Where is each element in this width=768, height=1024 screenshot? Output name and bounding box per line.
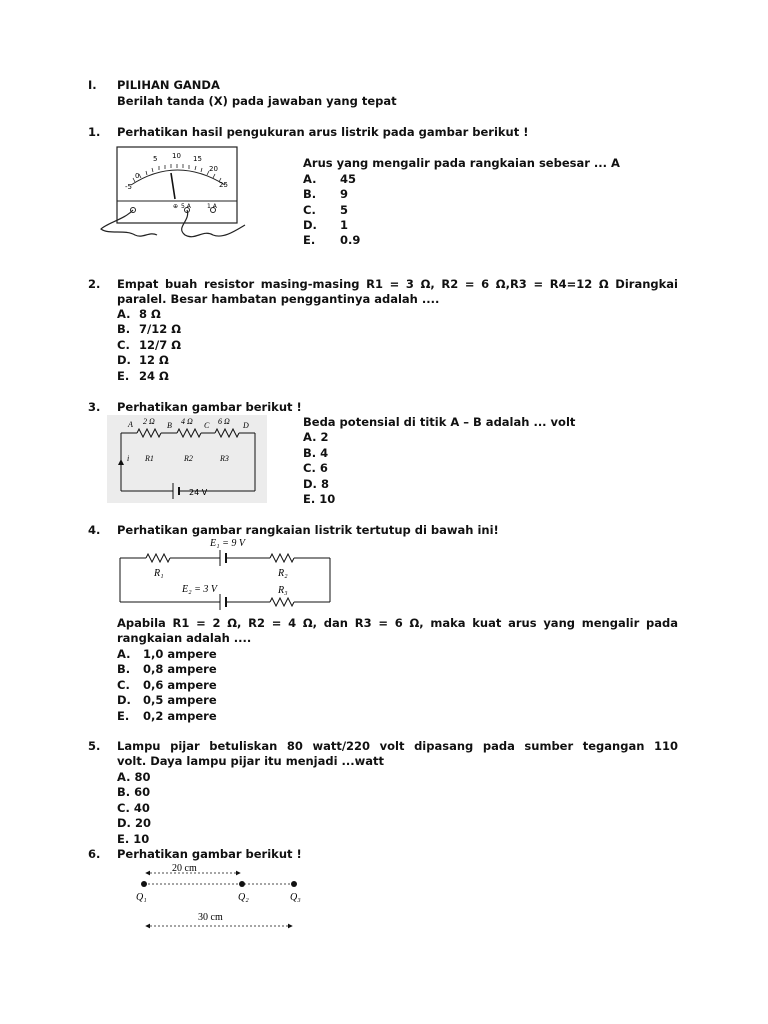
q4-line2: rangkaian adalah .... [117,631,252,645]
meter-scale-5: 5 [153,155,158,163]
q4-option-b: B. 0,8 ampere [117,662,217,676]
q3-option-a: A. 2 [303,430,329,444]
point-d-label: D [243,421,249,430]
q4-stem: Perhatikan gambar rangkaian listrik tertutup di bawah ini! [117,523,499,537]
q5-option-c: C. 40 [117,801,150,815]
distance-30cm: 30 cm [198,912,223,923]
q5-option-a: A. 80 [117,770,151,784]
terminal-common: ⊕ [173,203,179,210]
q3-question: Beda potensial di titik A – B adalah ... volt [303,415,576,429]
q1-option-e: E. 0.9 [303,233,361,247]
ammeter-figure [95,143,255,243]
q4-option-e: E. 0,2 ampere [117,709,217,723]
q2-line2: paralel. Besar hambatan penggantinya adalah .... [117,292,440,306]
r-6-ohm-label: 6 Ω [218,417,230,426]
q1-option-c: C. 5 [303,203,349,217]
q3-option-b: B. 4 [303,446,329,460]
meter-scale-15: 15 [193,155,202,163]
q1-charge-label: Q₁ [136,892,147,903]
meter-scale-10: 10 [172,152,181,160]
q4-line1: Apabila R1 = 2 Ω, R2 = 4 Ω, dan R3 = 6 Ω, maka kuat arus yang mengalir pada [117,616,678,630]
q4-option-d: D. 0,5 ampere [117,693,217,707]
q4-option-c: C. 0,6 ampere [117,678,217,692]
q5-option-d: D. 20 [117,816,151,830]
q3-charge-label: Q₃ [290,892,301,903]
q1-number: 1. [88,125,101,139]
q4-number: 4. [88,523,101,537]
r1-label: R1 [145,454,154,463]
charges-figure [130,860,310,934]
q3-option-d: D. 8 [303,477,329,491]
q2-option-e: E. 24 Ω [117,369,169,383]
q2-option-d: D. 12 Ω [117,353,169,367]
section-number: I. [88,78,97,92]
r-4-ohm-label: 4 Ω [181,417,193,426]
meter-scale-0: 0 [135,172,140,180]
q5-line2: volt. Daya lampu pijar itu menjadi ...watt [117,754,385,768]
q1-stem: Perhatikan hasil pengukuran arus listrik pada gambar berikut ! [117,125,529,139]
q2-option-a: A. 8 Ω [117,307,161,321]
battery-label: 24 V [189,488,208,497]
r2-label: R₂ [278,568,288,579]
series-circuit-figure [107,415,267,503]
r1-label: R₁ [154,568,164,579]
q1-option-a: A. 45 [303,172,357,186]
current-label: i [127,454,130,463]
q3-option-c: C. 6 [303,461,328,475]
q1-question: Arus yang mengalir pada rangkaian sebesar ... A [303,156,620,170]
q5-option-e: E. 10 [117,832,150,846]
r3-label: R3 [220,454,229,463]
q5-number: 5. [88,739,101,753]
r3-label: R₃ [278,585,288,596]
q5-line1: Lampu pijar betuliskan 80 watt/220 volt dipasang pada sumber tegangan 110 [117,739,678,753]
q2-line1: Empat buah resistor masing-masing R1 = 3 Ω, R2 = 6 Ω,R3 = R4=12 Ω Dirangkai [117,277,678,291]
q2-charge-label: Q₂ [238,892,249,903]
q2-option-c: C. 12/7 Ω [117,338,181,352]
q6-number: 6. [88,847,101,861]
q1-option-b: B. 9 [303,187,349,201]
point-c-label: C [204,421,210,430]
q6-stem: Perhatikan gambar berikut ! [117,847,302,861]
point-a-label: A [128,420,133,429]
point-b-label: B [167,421,172,430]
q2-number: 2. [88,277,101,291]
distance-20cm: 20 cm [172,863,197,874]
q3-number: 3. [88,400,101,414]
e1-label: E₁ = 9 V [210,538,245,549]
q2-option-b: B. 7/12 Ω [117,322,181,336]
meter-scale-25: 25 [219,181,228,189]
q5-option-b: B. 60 [117,785,151,799]
terminal-5a: 5 A [181,203,191,210]
q3-option-e: E. 10 [303,492,336,506]
r2-label: R2 [184,454,193,463]
closed-circuit-figure [110,536,340,610]
q4-option-a: A. 1,0 ampere [117,647,217,661]
q1-option-d: D. 1 [303,218,349,232]
section-instruction: Berilah tanda (X) pada jawaban yang tepat [117,94,397,108]
meter-scale-neg5: -5 [125,183,132,191]
q3-stem: Perhatikan gambar berikut ! [117,400,302,414]
meter-scale-20: 20 [209,165,218,173]
terminal-1a: 1 A [207,203,217,210]
e2-label: E₂ = 3 V [182,584,217,595]
section-title: PILIHAN GANDA [117,78,220,92]
r-2-ohm-label: 2 Ω [143,417,155,426]
